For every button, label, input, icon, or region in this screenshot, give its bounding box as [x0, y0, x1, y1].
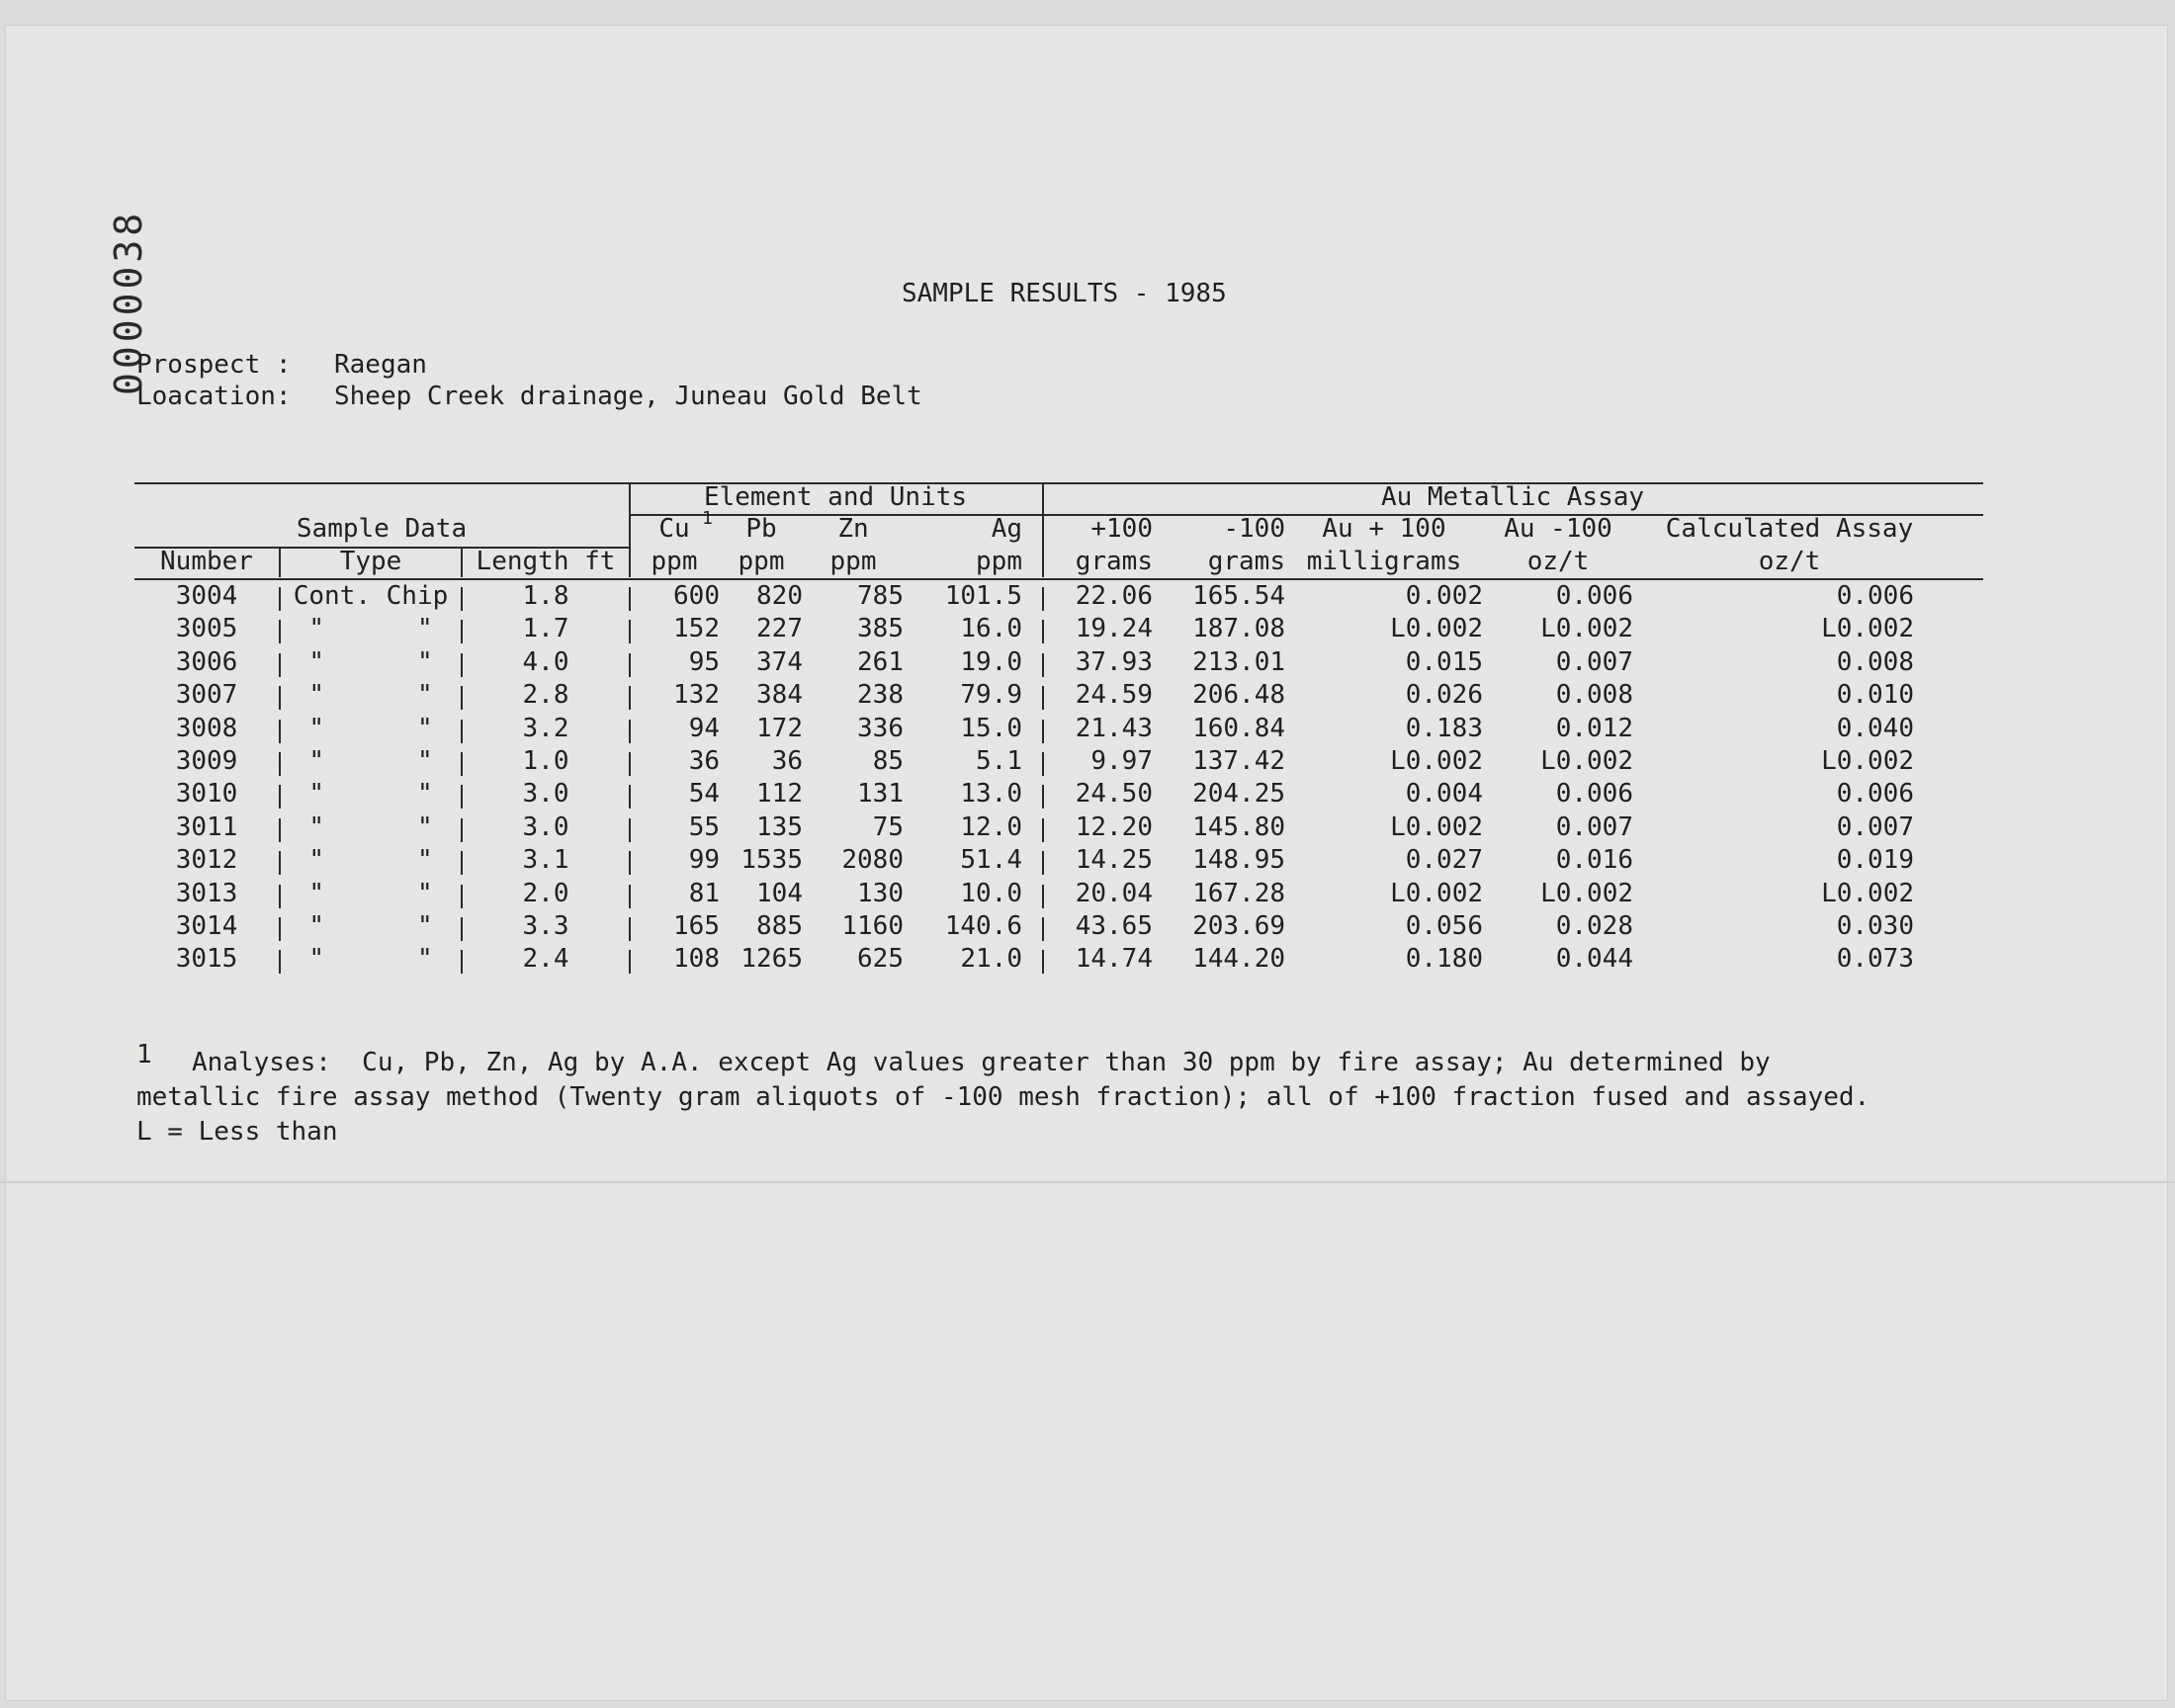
row-divider — [461, 587, 463, 611]
cell-calc: 0.073 — [1836, 944, 1914, 975]
cell-auminus: 0.044 — [1555, 944, 1633, 975]
cell-auplus: 0.056 — [1405, 911, 1483, 941]
column-header-calc: oz/t — [1758, 547, 1821, 576]
cell-type: " " — [308, 614, 433, 644]
cell-length: 3.2 — [522, 713, 569, 743]
row-divider — [461, 785, 463, 809]
cell-auminus: 0.007 — [1555, 646, 1633, 677]
column-header-rule — [134, 578, 1983, 580]
cell-calc: 0.006 — [1836, 581, 1914, 611]
cell-number: 3009 — [175, 746, 238, 776]
cell-zn: 1160 — [841, 911, 904, 941]
cell-auminus: L0.002 — [1540, 878, 1633, 908]
cell-ag: 13.0 — [960, 779, 1022, 810]
cell-zn: 131 — [857, 779, 904, 810]
cell-calc: L0.002 — [1821, 746, 1914, 776]
cell-ag: 16.0 — [960, 614, 1022, 644]
cell-zn: 625 — [857, 944, 904, 975]
cell-auplus: 0.027 — [1405, 845, 1483, 876]
cell-ag: 51.4 — [960, 845, 1022, 876]
cell-type: " " — [308, 845, 433, 876]
cell-pb: 135 — [756, 811, 803, 842]
row-divider — [629, 653, 631, 677]
cell-auplus: L0.002 — [1390, 614, 1483, 644]
cell-type: " " — [308, 680, 433, 711]
cell-zn: 130 — [857, 878, 904, 908]
cell-pb: 112 — [756, 779, 803, 810]
row-divider — [461, 885, 463, 908]
cell-auplus: L0.002 — [1390, 811, 1483, 842]
cell-length: 2.0 — [522, 878, 569, 908]
column-header-type: Type — [339, 547, 402, 576]
cell-pb: 1535 — [740, 845, 803, 876]
location-value: Sheep Creek drainage, Juneau Gold Belt — [334, 382, 922, 411]
column-header-minus100: grams — [1207, 547, 1285, 576]
cell-plus100: 37.93 — [1075, 646, 1153, 677]
cell-ag: 19.0 — [960, 646, 1022, 677]
cell-calc: 0.010 — [1836, 680, 1914, 711]
cell-pb: 374 — [756, 646, 803, 677]
cell-number: 3007 — [175, 680, 238, 711]
cell-minus100: 204.25 — [1192, 779, 1285, 810]
cell-number: 3006 — [175, 646, 238, 677]
cell-cu: 81 — [688, 878, 720, 908]
row-divider — [461, 686, 463, 710]
cell-plus100: 21.43 — [1075, 713, 1153, 743]
cell-minus100: 203.69 — [1192, 911, 1285, 941]
row-divider — [461, 653, 463, 677]
cell-pb: 36 — [771, 746, 803, 776]
column-header-auminus: oz/t — [1526, 547, 1590, 576]
cell-zn: 85 — [872, 746, 904, 776]
cell-pb: 1265 — [740, 944, 803, 975]
column-header-top-zn: Zn — [837, 514, 869, 544]
row-divider — [279, 752, 281, 776]
row-divider — [461, 818, 463, 842]
column-header-ag: ppm — [976, 547, 1022, 576]
cell-number: 3010 — [175, 779, 238, 810]
cell-zn: 261 — [857, 646, 904, 677]
cell-plus100: 9.97 — [1090, 746, 1153, 776]
row-divider — [279, 917, 281, 941]
cell-minus100: 167.28 — [1192, 878, 1285, 908]
cell-pb: 885 — [756, 911, 803, 941]
cell-calc: L0.002 — [1821, 614, 1914, 644]
cell-length: 1.8 — [522, 581, 569, 611]
row-divider — [629, 720, 631, 743]
prospect-label: Prospect : — [136, 350, 292, 380]
row-divider — [279, 785, 281, 809]
row-divider — [1042, 950, 1044, 974]
cell-length: 2.8 — [522, 680, 569, 711]
column-header-top-cu: Cu — [658, 514, 690, 544]
column-header-number: Number — [160, 547, 253, 576]
cell-auplus: 0.002 — [1405, 581, 1483, 611]
column-header-auplus: milligrams — [1306, 547, 1462, 576]
group-header-au-metallic: Au Metallic Assay — [1380, 482, 1645, 512]
row-divider — [629, 752, 631, 776]
footnote-line-2: metallic fire assay method (Twenty gram aliquots of -100 mesh fraction); all of +100 fraction fused and assayed. — [136, 1082, 1870, 1112]
row-divider — [279, 620, 281, 643]
row-divider — [1042, 885, 1044, 908]
cell-pb: 820 — [756, 581, 803, 611]
cell-minus100: 160.84 — [1192, 713, 1285, 743]
column-header-top-auplus: Au + 100 — [1322, 514, 1446, 544]
cell-cu: 54 — [688, 779, 720, 810]
location-label: Loacation: — [136, 382, 292, 411]
footnote-line-3: L = Less than — [136, 1117, 338, 1147]
cell-minus100: 144.20 — [1192, 944, 1285, 975]
cell-cu: 94 — [688, 713, 720, 743]
cu-superscript: 1 — [702, 508, 713, 529]
cell-number: 3012 — [175, 845, 238, 876]
row-divider — [629, 818, 631, 842]
cell-zn: 2080 — [841, 845, 904, 876]
cell-number: 3013 — [175, 878, 238, 908]
cell-ag: 15.0 — [960, 713, 1022, 743]
cell-plus100: 24.50 — [1075, 779, 1153, 810]
cell-calc: 0.040 — [1836, 713, 1914, 743]
cell-cu: 600 — [673, 581, 720, 611]
cell-length: 4.0 — [522, 646, 569, 677]
column-header-top-ag: Ag — [991, 514, 1022, 544]
row-divider — [279, 653, 281, 677]
cell-ag: 79.9 — [960, 680, 1022, 711]
row-divider — [629, 686, 631, 710]
column-header-top-calc: Calculated Assay — [1665, 514, 1914, 544]
cell-cu: 95 — [688, 646, 720, 677]
cell-pb: 172 — [756, 713, 803, 743]
page-title: SAMPLE RESULTS - 1985 — [902, 279, 1227, 308]
cell-length: 2.4 — [522, 944, 569, 975]
row-divider — [629, 587, 631, 611]
cell-plus100: 20.04 — [1075, 878, 1153, 908]
row-divider — [279, 686, 281, 710]
row-divider — [629, 950, 631, 974]
row-divider — [1042, 620, 1044, 643]
cell-auplus: 0.004 — [1405, 779, 1483, 810]
cell-cu: 36 — [688, 746, 720, 776]
column-header-top-plus100: +100 — [1090, 514, 1153, 544]
cell-auminus: L0.002 — [1540, 614, 1633, 644]
row-divider — [461, 720, 463, 743]
cell-minus100: 165.54 — [1192, 581, 1285, 611]
cell-length: 1.0 — [522, 746, 569, 776]
cell-auminus: 0.016 — [1555, 845, 1633, 876]
row-divider — [279, 851, 281, 875]
cell-number: 3008 — [175, 713, 238, 743]
cell-auminus: 0.008 — [1555, 680, 1633, 711]
cell-type: " " — [308, 746, 433, 776]
group-header-sample-data: Sample Data — [296, 514, 468, 544]
row-divider — [279, 818, 281, 842]
cell-auminus: 0.007 — [1555, 811, 1633, 842]
cell-ag: 10.0 — [960, 878, 1022, 908]
cell-ag: 12.0 — [960, 811, 1022, 842]
column-header-length: Length ft — [476, 547, 616, 576]
group-header-element-units: Element and Units — [703, 482, 968, 512]
cell-calc: 0.007 — [1836, 811, 1914, 842]
cell-length: 3.1 — [522, 845, 569, 876]
cell-cu: 55 — [688, 811, 720, 842]
cell-pb: 104 — [756, 878, 803, 908]
footnote-marker: 1 — [136, 1040, 152, 1069]
row-divider — [629, 785, 631, 809]
row-divider — [461, 851, 463, 875]
cell-cu: 99 — [688, 845, 720, 876]
row-divider — [1042, 851, 1044, 875]
cell-number: 3015 — [175, 944, 238, 975]
row-divider — [629, 620, 631, 643]
column-header-plus100: grams — [1075, 547, 1153, 576]
row-divider — [279, 720, 281, 743]
cell-number: 3005 — [175, 614, 238, 644]
cell-type: Cont. Chip — [293, 581, 449, 611]
cell-minus100: 145.80 — [1192, 811, 1285, 842]
cell-plus100: 24.59 — [1075, 680, 1153, 711]
cell-minus100: 148.95 — [1192, 845, 1285, 876]
row-divider — [461, 620, 463, 643]
cell-cu: 132 — [673, 680, 720, 711]
cell-auminus: L0.002 — [1540, 746, 1633, 776]
cell-auplus: 0.026 — [1405, 680, 1483, 711]
prospect-value: Raegan — [334, 350, 427, 380]
cell-length: 3.0 — [522, 811, 569, 842]
row-divider — [1042, 818, 1044, 842]
cell-number: 3004 — [175, 581, 238, 611]
cell-zn: 336 — [857, 713, 904, 743]
cell-auplus: 0.015 — [1405, 646, 1483, 677]
cell-auplus: L0.002 — [1390, 878, 1483, 908]
cell-plus100: 22.06 — [1075, 581, 1153, 611]
cell-calc: 0.006 — [1836, 779, 1914, 810]
cell-calc: 0.030 — [1836, 911, 1914, 941]
cell-pb: 384 — [756, 680, 803, 711]
row-divider — [1042, 752, 1044, 776]
cell-minus100: 206.48 — [1192, 680, 1285, 711]
column-header-cu: ppm — [651, 547, 698, 576]
cell-type: " " — [308, 944, 433, 975]
cell-plus100: 14.25 — [1075, 845, 1153, 876]
cell-calc: 0.008 — [1836, 646, 1914, 677]
row-divider — [1042, 720, 1044, 743]
cell-calc: 0.019 — [1836, 845, 1914, 876]
cell-cu: 152 — [673, 614, 720, 644]
cell-plus100: 19.24 — [1075, 614, 1153, 644]
cell-cu: 165 — [673, 911, 720, 941]
cell-length: 3.3 — [522, 911, 569, 941]
cell-ag: 101.5 — [944, 581, 1022, 611]
cell-type: " " — [308, 646, 433, 677]
cell-type: " " — [308, 878, 433, 908]
cell-cu: 108 — [673, 944, 720, 975]
cell-type: " " — [308, 811, 433, 842]
row-divider — [1042, 653, 1044, 677]
cell-auplus: 0.180 — [1405, 944, 1483, 975]
cell-ag: 5.1 — [976, 746, 1022, 776]
row-divider — [1042, 917, 1044, 941]
column-header-top-minus100: -100 — [1223, 514, 1285, 544]
column-header-zn: ppm — [829, 547, 877, 576]
cell-zn: 385 — [857, 614, 904, 644]
document-stamp-number: 0000038 — [107, 209, 150, 395]
cell-pb: 227 — [756, 614, 803, 644]
row-divider — [629, 917, 631, 941]
row-divider — [461, 917, 463, 941]
cell-ag: 21.0 — [960, 944, 1022, 975]
cell-type: " " — [308, 779, 433, 810]
cell-zn: 238 — [857, 680, 904, 711]
cell-zn: 75 — [872, 811, 904, 842]
cell-type: " " — [308, 911, 433, 941]
row-divider — [1042, 785, 1044, 809]
column-header-top-pb: Pb — [745, 514, 777, 544]
row-divider — [629, 885, 631, 908]
cell-minus100: 137.42 — [1192, 746, 1285, 776]
cell-auminus: 0.006 — [1555, 581, 1633, 611]
page-fold-line — [0, 1181, 2175, 1183]
footnote-line-1: Analyses: Cu, Pb, Zn, Ag by A.A. except Ag values greater than 30 ppm by fire assay; Au determined by — [192, 1048, 1771, 1077]
row-divider — [461, 950, 463, 974]
cell-type: " " — [308, 713, 433, 743]
row-divider — [279, 885, 281, 908]
cell-ag: 140.6 — [944, 911, 1022, 941]
cell-number: 3011 — [175, 811, 238, 842]
cell-length: 3.0 — [522, 779, 569, 810]
cell-auminus: 0.012 — [1555, 713, 1633, 743]
row-divider — [279, 587, 281, 611]
cell-auplus: L0.002 — [1390, 746, 1483, 776]
row-divider — [461, 752, 463, 776]
cell-minus100: 187.08 — [1192, 614, 1285, 644]
row-divider — [629, 851, 631, 875]
cell-auminus: 0.006 — [1555, 779, 1633, 810]
cell-length: 1.7 — [522, 614, 569, 644]
cell-plus100: 43.65 — [1075, 911, 1153, 941]
row-divider — [1042, 686, 1044, 710]
row-divider — [1042, 587, 1044, 611]
cell-number: 3014 — [175, 911, 238, 941]
cell-plus100: 12.20 — [1075, 811, 1153, 842]
cell-plus100: 14.74 — [1075, 944, 1153, 975]
cell-calc: L0.002 — [1821, 878, 1914, 908]
cell-minus100: 213.01 — [1192, 646, 1285, 677]
row-divider — [279, 950, 281, 974]
column-header-top-auminus: Au -100 — [1504, 514, 1612, 544]
cell-auplus: 0.183 — [1405, 713, 1483, 743]
column-header-pb: ppm — [738, 547, 785, 576]
cell-zn: 785 — [857, 581, 904, 611]
cell-auminus: 0.028 — [1555, 911, 1633, 941]
